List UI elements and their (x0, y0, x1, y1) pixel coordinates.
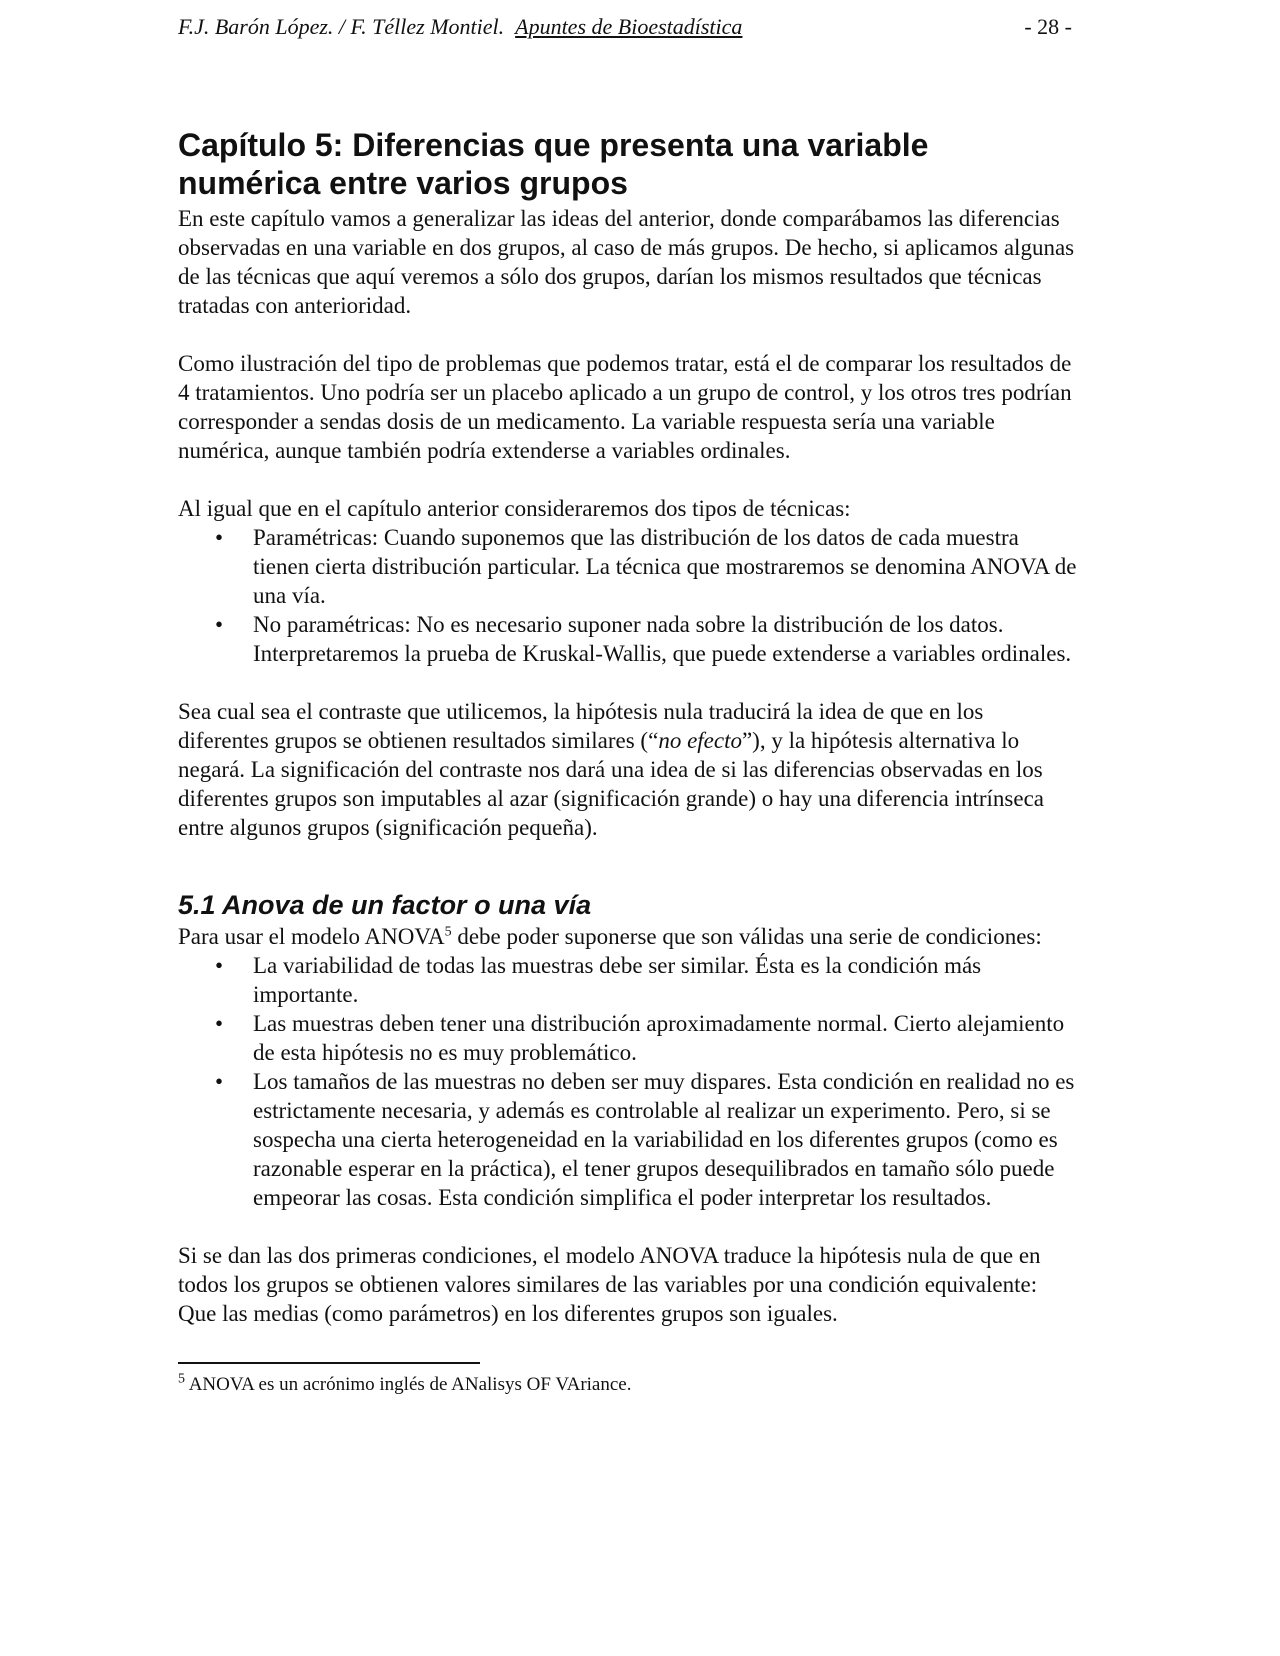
list-item (178, 610, 1078, 668)
footnote-mark: 5 (178, 1371, 185, 1387)
hypothesis-paragraph (178, 697, 1078, 842)
chapter-title (178, 126, 1078, 202)
footnote-divider (178, 1362, 480, 1364)
footnote (178, 1373, 1078, 1397)
page-number: - 28 - (1024, 14, 1072, 39)
techniques-list (178, 523, 1078, 668)
list-item (178, 523, 1078, 610)
illustration-paragraph: Como ilustración del tipo de problemas que podemos tratar, está el de comparar los resultados de 4 tratamientos. Uno podría ser un placebo aplicado a un grupo de control, y los otros tres podrían corresponder a sendas dosis de un medicamento. La variable respuesta sería una variable numérica, aunque también podría extenderse a variables ordinales. (178, 351, 1072, 463)
list-item (178, 1009, 1078, 1067)
section-intro-after: debe poder suponerse que son válidas una serie de condiciones: (451, 924, 1042, 949)
header-title (178, 14, 742, 40)
list-item-text: Paramétricas: Cuando suponemos que las distribución de los datos de cada muestra tienen cierta distribución particular. La técnica que mostraremos se denomina ANOVA de una vía. (253, 525, 1077, 608)
list-item-text: No paramétricas: No es necesario suponer nada sobre la distribución de los datos. Interpretaremos la prueba de Kruskal-Wallis, que puede extenderse a variables ordinales. (253, 612, 1072, 666)
hypothesis-emphasis: no efecto (658, 728, 742, 753)
page-content (178, 126, 1078, 1397)
section-intro-paragraph (178, 922, 1078, 951)
closing-paragraph: Si se dan las dos primeras condiciones, el modelo ANOVA traduce la hipótesis nula de que en todos los grupos se obtienen valores similares de las variables por una condición equivalente: Que las medias (como parámetros) en los diferentes grupos son iguales. (178, 1243, 1041, 1326)
bullet-icon: • (215, 953, 224, 978)
chapter-intro-paragraph: En este capítulo vamos a generalizar las ideas del anterior, donde comparábamos las diferencias observadas en una variable en dos grupos, al caso de más grupos. De hecho, si aplicamos algunas de las técnicas que aquí veremos a sólo dos grupos, darían los mismos resultados que técnicas tratadas con anterioridad. (178, 206, 1075, 318)
hypothesis-text-after: ”), y la hipótesis alternativa lo negará. La significación del contraste nos dará una idea de si las diferencias observadas en los diferentes grupos son imputables al azar (significación grande) o hay una diferencia intrínseca entre algunos grupos (significación pequeña). (178, 728, 1044, 840)
bullet-icon: • (215, 1069, 224, 1094)
conditions-list (178, 951, 1078, 1212)
chapter-title-line1: Capítulo 5: Diferencias que presenta una variable (178, 127, 929, 163)
list-item-text: Los tamaños de las muestras no deben ser muy dispares. Esta condición en realidad no es estrictamente necesaria, y además es controlable al realizar un experimento. Pero, si se sospecha una cierta heterogeneidad en la variabilidad en los diferentes grupos (como es razonable esperar en la práctica), el tener grupos desequilibrados en tamaño sólo puede empeorar las cosas. Esta condición simplifica el poder interpretar los resultados. (253, 1069, 1075, 1210)
techniques-intro: Al igual que en el capítulo anterior consideraremos dos tipos de técnicas: (178, 496, 851, 521)
hypothesis-text-before: Sea cual sea el contraste que utilicemos, la hipótesis nula traducirá la idea de que en los diferentes grupos se obtienen resultados similares (“ (178, 699, 984, 753)
bullet-icon: • (215, 525, 224, 550)
section-intro-before: Para usar el modelo ANOVA (178, 924, 445, 949)
bullet-icon: • (215, 1011, 224, 1036)
footnote-text: ANOVA es un acrónimo inglés de ANalisys OF VAriance. (185, 1374, 632, 1395)
list-item-text: La variabilidad de todas las muestras debe ser similar. Ésta es la condición más importante. (253, 953, 982, 1007)
header-authors: F.J. Barón López. / F. Téllez Montiel. (178, 14, 505, 39)
list-item-text: Las muestras deben tener una distribución aproximadamente normal. Cierto alejamiento de esta hipótesis no es muy problemático. (253, 1011, 1065, 1065)
running-header (178, 14, 1072, 44)
footnote-reference[interactable]: 5 (444, 924, 452, 940)
list-item (178, 1067, 1078, 1212)
list-item (178, 951, 1078, 1009)
chapter-title-line2: numérica entre varios grupos (178, 165, 628, 201)
header-book-title: Apuntes de Bioestadística (515, 14, 743, 39)
section-title: 5.1 Anova de un factor o una vía (178, 890, 592, 920)
bullet-icon: • (215, 612, 224, 637)
